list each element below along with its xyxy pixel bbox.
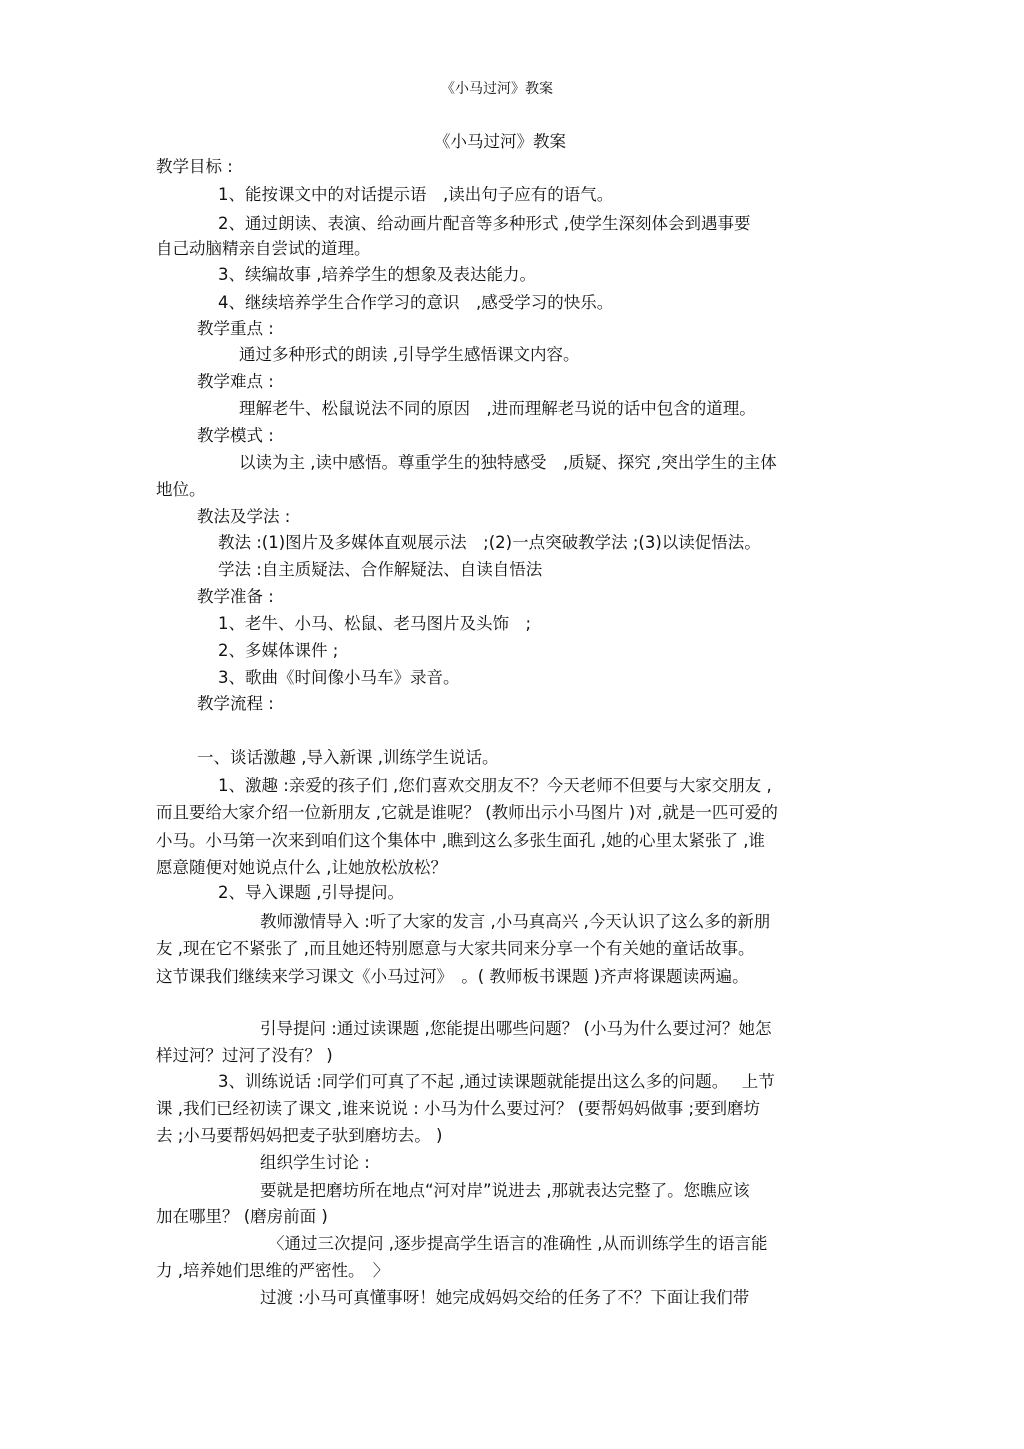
text-line: 〈通过三次提问 ,逐步提高学生语言的准确性 ,从而训练学生的语言能 <box>268 1234 768 1253</box>
text-line: 友 ,现在它不紧张了 ,而且她还特别愿意与大家共同来分享一个有关她的童话故事。 <box>156 939 755 958</box>
text-line: 3、续编故事 ,培养学生的想象及表达能力。 <box>218 265 536 284</box>
text-line: 3、训练说话 :同学们可真了不起 ,通过读课题就能提出这么多的问题。 上节 <box>218 1072 775 1091</box>
text-line: 组织学生讨论 : <box>260 1153 370 1172</box>
text-line: 引导提问 :通过读课题 ,您能提出哪些问题？ (小马为什么要过河？她怎 <box>260 1019 772 1038</box>
text-line: 2、导入课题 ,引导提问。 <box>218 883 404 902</box>
text-line: 而且要给大家介绍一位新朋友 ,它就是谁呢？ (教师出示小马图片 )对 ,就是一匹可爱的 <box>156 803 778 822</box>
text-line: 通过多种形式的朗读 ,引导学生感悟课文内容。 <box>239 345 580 364</box>
text-line: 课 ,我们已经初读了课文 ,谁来说说 : 小马为什么要过河？ (要帮妈妈做事 ;要到磨坊 <box>156 1099 761 1118</box>
section-heading: 教学目标 : <box>156 157 233 176</box>
text-line: 力 ,培养她们思维的严密性。 〉 <box>156 1261 390 1280</box>
text-line: 样过河？过河了没有？ ) <box>156 1046 333 1065</box>
section-heading: 教学准备 : <box>197 587 274 606</box>
text-line: 1、激趣 :亲爱的孩子们 ,您们喜欢交朋友不？今天老师不但要与大家交朋友 , <box>218 776 772 795</box>
text-line: 地位。 <box>156 480 206 499</box>
text-line: 4、继续培养学生合作学习的意识 ,感受学习的快乐。 <box>218 293 614 312</box>
text-line: 教法 :(1)图片及多媒体直观展示法 ;(2)一点突破教学法 ;(3)以读促悟法。 <box>218 533 761 552</box>
text-line: 要就是把磨坊所在地点“河对岸”说进去 ,那就表达完整了。您瞧应该 <box>260 1181 750 1200</box>
text-line: 这节课我们继续来学习课文《小马过河》 。( 教师板书课题 )齐声将课题读两遍。 <box>156 967 749 986</box>
document-title: 《小马过河》教案 <box>434 132 566 151</box>
section-heading: 教学流程 : <box>197 694 274 713</box>
text-line: 教师激情导入 :听了大家的发言 ,小马真高兴 ,今天认识了这么多的新朋 <box>260 912 771 931</box>
text-line: 加在哪里？ (磨房前面 ) <box>156 1207 328 1226</box>
text-line: 愿意随便对她说点什么 ,让她放松放松？ <box>156 858 447 877</box>
text-line: 1、能按课文中的对话提示语 ,读出句子应有的语气。 <box>218 185 614 204</box>
text-line: 学法 :自主质疑法、合作解疑法、自读自悟法 <box>218 560 543 579</box>
section-heading: 教法及学法 : <box>197 507 291 526</box>
running-header: 《小马过河》教案 <box>441 81 553 97</box>
text-line: 理解老牛、松鼠说法不同的原因 ,进而理解老马说的话中包含的道理。 <box>239 399 756 418</box>
text-line: 小马。小马第一次来到咱们这个集体中 ,瞧到这么多张生面孔 ,她的心里太紧张了 ,谁 <box>156 831 765 850</box>
text-line: 2、通过朗读、表演、给动画片配音等多种形式 ,使学生深刻体会到遇事要 <box>218 214 751 233</box>
text-line: 以读为主 ,读中感悟。尊重学生的独特感受 ,质疑、探究 ,突出学生的主体 <box>239 453 777 472</box>
text-line: 去 ;小马要帮妈妈把麦子驮到磨坊去。 ) <box>156 1126 443 1145</box>
section-heading: 教学模式 : <box>197 426 274 445</box>
section-heading: 教学难点 : <box>197 372 274 391</box>
text-line: 自己动脑精亲自尝试的道理。 <box>156 239 371 258</box>
text-line: 过渡 :小马可真懂事呀！她完成妈妈交给的任务了不？下面让我们带 <box>260 1288 750 1307</box>
text-line: 3、歌曲《时间像小马车》录音。 <box>218 668 460 687</box>
text-line: 2、多媒体课件 ; <box>218 641 339 660</box>
section-heading: 一、谈话激趣 ,导入新课 ,训练学生说话。 <box>197 748 499 767</box>
section-heading: 教学重点 : <box>197 319 274 338</box>
text-line: 1、老牛、小马、松鼠、老马图片及头饰 ; <box>218 614 532 633</box>
